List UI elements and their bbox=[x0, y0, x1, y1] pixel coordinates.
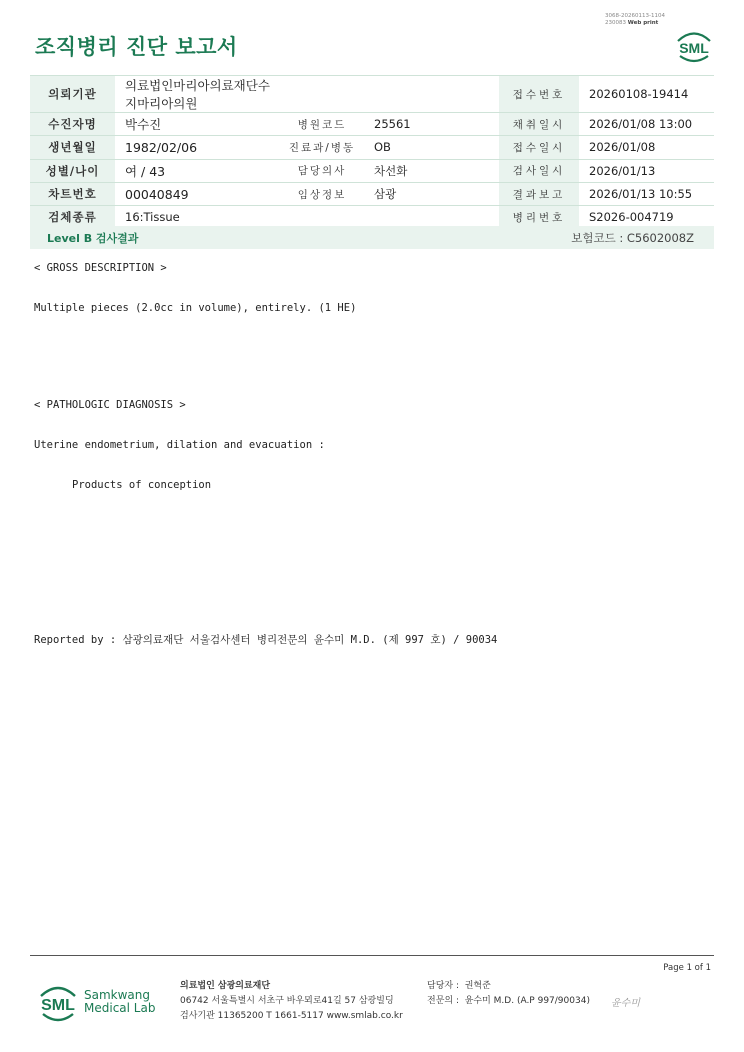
level-result-bar bbox=[30, 226, 714, 249]
info-value-right: 2026/01/08 bbox=[579, 136, 714, 159]
sml-footer-logo-icon bbox=[36, 980, 80, 1026]
org-info bbox=[180, 979, 403, 1024]
diagnosis-site: Uterine endometrium, dilation and evacuation : bbox=[34, 439, 325, 451]
info-value-mid: OB bbox=[364, 136, 499, 159]
reported-by: Reported by : 삼광의료재단 서울검사센터 병리전문의 윤수미 M.D. (제 997 호) / 90034 bbox=[34, 634, 498, 646]
info-label-right: 접수일시 bbox=[499, 136, 579, 159]
info-value-mid bbox=[364, 76, 499, 113]
page-number: Page 1 of 1 bbox=[663, 963, 711, 973]
info-value-right: 2026/01/08 13:00 bbox=[579, 113, 714, 136]
diagnosis-result: Products of conception bbox=[72, 479, 212, 491]
info-value: 1982/02/06 bbox=[115, 136, 280, 159]
page-title: 조직병리 진단 보고서 bbox=[35, 35, 238, 59]
info-value-right: S2026-004719 bbox=[579, 206, 714, 229]
level-title: Level B 검사결과 bbox=[47, 232, 139, 245]
info-value-mid: 차선화 bbox=[364, 159, 499, 182]
sml-logo-icon bbox=[672, 28, 716, 64]
insurance-code: 보험코드 : C5602008Z bbox=[571, 231, 694, 245]
lab-name-line1: Samkwang bbox=[84, 988, 150, 1002]
info-value-right: 2026/01/13 10:55 bbox=[579, 182, 714, 205]
footer-divider bbox=[30, 955, 714, 956]
info-label-right: 병리번호 bbox=[499, 206, 579, 229]
org-contact: 검사기관 11365200 T 1661-5117 www.smlab.co.kr bbox=[180, 1011, 403, 1021]
info-label-mid: 담당의사 bbox=[280, 159, 364, 182]
info-value: 16:Tissue bbox=[115, 206, 280, 229]
info-row bbox=[30, 159, 714, 182]
web-print-label: Web print bbox=[627, 20, 659, 26]
gross-description-text: Multiple pieces (2.0cc in volume), entirely. (1 HE) bbox=[34, 302, 357, 314]
print-meta bbox=[605, 13, 695, 27]
print-meta-code: 230083 bbox=[605, 20, 626, 26]
info-value-mid: 25561 bbox=[364, 113, 499, 136]
info-row bbox=[30, 136, 714, 159]
signature: 윤수미 bbox=[611, 998, 640, 1009]
info-label-right: 접수번호 bbox=[499, 76, 579, 113]
info-value-right: 20260108-19414 bbox=[579, 76, 714, 113]
print-meta-line1: 3068-20260113-1104 bbox=[605, 13, 665, 19]
info-label: 차트번호 bbox=[30, 182, 115, 205]
info-label: 수진자명 bbox=[30, 113, 115, 136]
lab-name bbox=[84, 989, 155, 1015]
info-label: 의뢰기관 bbox=[30, 76, 115, 113]
staff-info bbox=[427, 979, 590, 1009]
info-label-mid: 진료과/병동 bbox=[280, 136, 364, 159]
org-address: 06742 서울특별시 서초구 바우뫼로41길 57 삼광빌딩 bbox=[180, 996, 394, 1006]
info-row bbox=[30, 182, 714, 205]
info-label-right: 검사일시 bbox=[499, 159, 579, 182]
org-name: 의료법인 삼광의료재단 bbox=[180, 981, 271, 991]
pathologic-diagnosis-header: < PATHOLOGIC DIAGNOSIS > bbox=[34, 399, 186, 411]
info-row bbox=[30, 76, 714, 113]
info-row bbox=[30, 113, 714, 136]
info-value: 00040849 bbox=[115, 182, 280, 205]
logo-bottom-text: SML bbox=[41, 997, 75, 1014]
specialist-label: 전문의 : bbox=[427, 996, 459, 1006]
info-value-right: 2026/01/13 bbox=[579, 159, 714, 182]
info-value: 여 / 43 bbox=[115, 159, 280, 182]
gross-description-header: < GROSS DESCRIPTION > bbox=[34, 262, 167, 274]
info-label-mid: 병원코드 bbox=[280, 113, 364, 136]
info-value: 의료법인마리아의료재단수지마리아의원 bbox=[115, 76, 280, 113]
info-label-mid: 임상정보 bbox=[280, 182, 364, 205]
info-label: 검체종류 bbox=[30, 206, 115, 229]
info-label-right: 결과보고 bbox=[499, 182, 579, 205]
logo-top-text: SML bbox=[679, 40, 709, 56]
specialist-name: 윤수미 M.D. (A.P 997/90034) bbox=[464, 996, 590, 1006]
info-value-mid: 삼광 bbox=[364, 182, 499, 205]
info-label: 생년월일 bbox=[30, 136, 115, 159]
info-label-right: 채취일시 bbox=[499, 113, 579, 136]
info-value: 박수진 bbox=[115, 113, 280, 136]
manager-label: 담당자 : bbox=[427, 981, 459, 991]
patient-info-table bbox=[30, 75, 714, 229]
info-label-mid bbox=[280, 76, 364, 113]
info-label: 성별/나이 bbox=[30, 159, 115, 182]
manager-name: 권혁준 bbox=[464, 981, 491, 991]
lab-name-line2: Medical Lab bbox=[84, 1001, 156, 1015]
